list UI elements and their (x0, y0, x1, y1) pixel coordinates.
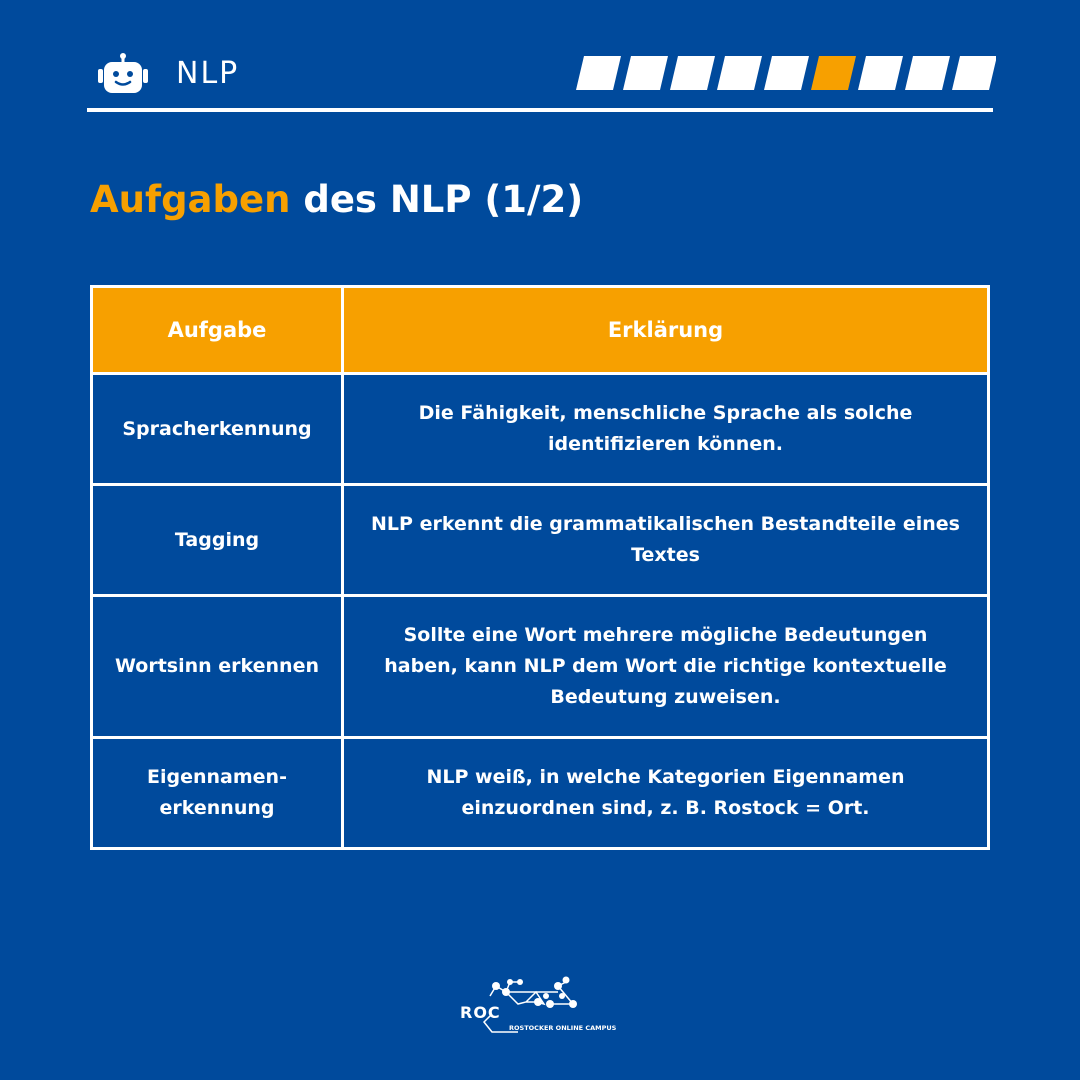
progress-segment (952, 56, 996, 90)
task-cell: Spracherkennung (92, 374, 343, 485)
brand-label: NLP (176, 56, 240, 91)
task-cell: Wortsinn erkennen (92, 596, 343, 738)
page-title (90, 176, 583, 224)
progress-indicator (576, 55, 996, 91)
title-rest: des NLP (1/2) (290, 178, 584, 221)
robot-icon (98, 52, 148, 94)
task-cell: Eigennamen-erkennung (92, 738, 343, 849)
header-divider (87, 108, 993, 112)
explanation-cell: NLP weiß, in welche Kategorien Eigennamen einzuordnen sind, z. B. Rostock = Ort. (343, 738, 989, 849)
progress-segment (670, 56, 715, 90)
table-header-row (92, 287, 989, 374)
column-header-task: Aufgabe (92, 287, 343, 374)
title-accent: Aufgaben (90, 178, 291, 221)
progress-segment (717, 56, 762, 90)
table-row (92, 374, 989, 485)
logo-text: ROC (460, 1003, 501, 1022)
progress-segment (905, 56, 950, 90)
column-header-explanation: Erklärung (343, 287, 989, 374)
explanation-cell: NLP erkennt die grammatikalischen Bestandteile eines Textes (343, 485, 989, 596)
table-row (92, 738, 989, 849)
progress-segment (858, 56, 903, 90)
table-row (92, 596, 989, 738)
progress-segment (576, 56, 621, 90)
progress-segment (764, 56, 809, 90)
explanation-cell: Sollte eine Wort mehrere mögliche Bedeutungen haben, kann NLP dem Wort die richtige kontextuelle Bedeutung zuweisen. (343, 596, 989, 738)
progress-segment (623, 56, 668, 90)
task-cell: Tagging (92, 485, 343, 596)
header (0, 0, 1080, 120)
progress-segment-active (811, 56, 856, 90)
table-row (92, 485, 989, 596)
tasks-table (90, 285, 990, 850)
logo-subtitle: ROSTOCKER ONLINE CAMPUS (509, 1024, 617, 1032)
explanation-cell: Die Fähigkeit, menschliche Sprache als solche identifizieren können. (343, 374, 989, 485)
